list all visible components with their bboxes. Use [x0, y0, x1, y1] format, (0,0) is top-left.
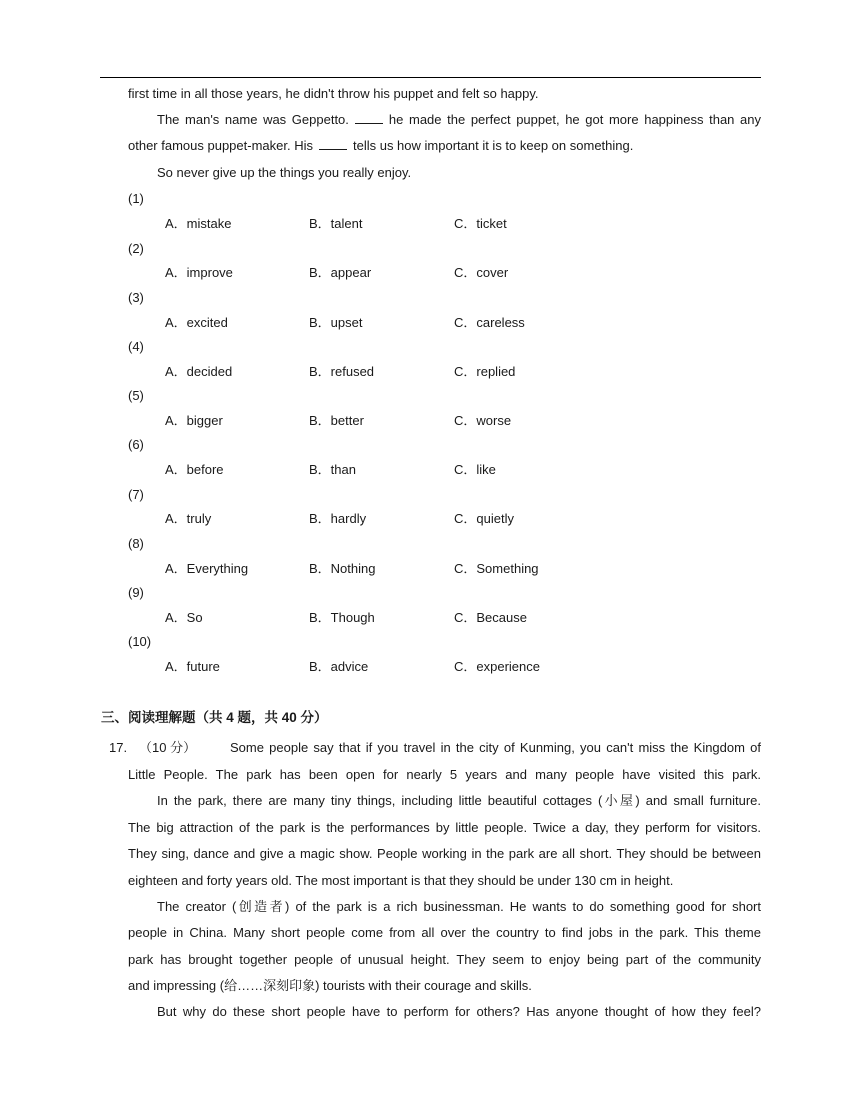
option-b[interactable]: B．upset	[309, 315, 363, 330]
option-b[interactable]: B．Nothing	[309, 561, 376, 576]
option-a[interactable]: A．future	[165, 659, 220, 674]
reading-line: The creator (创造者) of the park is a rich businessman. He wants to do something good for short	[157, 899, 761, 914]
option-c[interactable]: C．worse	[454, 413, 512, 428]
passage-line-2	[157, 112, 761, 128]
option-a[interactable]: A．mistake	[165, 216, 232, 231]
reading-line: Little People. The park has been open for nearly 5 years and many people have visited this park.	[128, 767, 761, 782]
reading-line: They sing, dance and give a magic show. People working in the park are all short. They should be between	[128, 846, 761, 861]
option-b[interactable]: B．talent	[309, 216, 363, 231]
option-b[interactable]: B．hardly	[309, 511, 367, 526]
option-c[interactable]: C．Something	[454, 561, 539, 576]
reading-line: park has brought together people of unusual height. They seem to enjoy being part of the community	[128, 952, 761, 967]
passage-text: other famous puppet-maker. His	[128, 138, 313, 153]
reading-line: people in China. Many short people come from all over the country to find jobs in the park. This theme	[128, 925, 761, 940]
reading-line: The big attraction of the park is the performances by little people. Twice a day, they perform for visitors.	[128, 820, 761, 835]
option-b[interactable]: B．better	[309, 413, 364, 428]
option-a[interactable]: A．before	[165, 462, 224, 477]
question-number: (6)	[128, 437, 144, 452]
passage-text: he made the perfect puppet, he got more happiness than any	[388, 112, 761, 127]
answer-blank[interactable]	[355, 112, 383, 124]
section-title: 三、阅读理解题（共 4 题，共 40 分）	[101, 710, 328, 725]
option-a[interactable]: A．decided	[165, 364, 233, 379]
question-number: (8)	[128, 536, 144, 551]
question-number: (9)	[128, 585, 144, 600]
answer-blank[interactable]	[319, 138, 347, 150]
passage-text: The man's name was Geppetto.	[157, 112, 349, 127]
option-c[interactable]: C．careless	[454, 315, 525, 330]
question-number: (1)	[128, 191, 144, 206]
reading-line: In the park, there are many tiny things, including little beautiful cottages (小屋) and small furniture.	[157, 793, 761, 808]
question-number: (3)	[128, 290, 144, 305]
header-rule	[100, 77, 761, 78]
reading-line: Some people say that if you travel in the city of Kunming, you can't miss the Kingdom of	[230, 740, 761, 755]
option-b[interactable]: B．refused	[309, 364, 375, 379]
option-c[interactable]: C．cover	[454, 265, 509, 280]
option-a[interactable]: A．bigger	[165, 413, 223, 428]
option-c[interactable]: C．quietly	[454, 511, 514, 526]
option-a[interactable]: A．So	[165, 610, 203, 625]
question-number: (4)	[128, 339, 144, 354]
reading-line: and impressing (给……深刻印象) tourists with their courage and skills.	[128, 978, 532, 993]
question-number: (2)	[128, 241, 144, 256]
question-number: (10)	[128, 634, 152, 649]
option-a[interactable]: A．truly	[165, 511, 212, 526]
question-number: (7)	[128, 487, 144, 502]
option-c[interactable]: C．ticket	[454, 216, 507, 231]
passage-text: tells us how important it is to keep on something.	[352, 138, 634, 153]
question-17-score: （10 分）	[139, 740, 197, 755]
reading-line: eighteen and forty years old. The most important is that they should be under 130 cm in height.	[128, 873, 674, 888]
option-b[interactable]: B．advice	[309, 659, 369, 674]
option-c[interactable]: C．replied	[454, 364, 516, 379]
passage-line-1: first time in all those years, he didn't throw his puppet and felt so happy.	[128, 86, 539, 101]
question-17-number: 17.	[109, 740, 128, 755]
option-a[interactable]: A．Everything	[165, 561, 249, 576]
option-b[interactable]: B．than	[309, 462, 356, 477]
option-a[interactable]: A．excited	[165, 315, 228, 330]
passage-line-3	[128, 138, 633, 154]
option-a[interactable]: A．improve	[165, 265, 233, 280]
question-number: (5)	[128, 388, 144, 403]
reading-line: But why do these short people have to perform for others? Has anyone thought of how they feel?	[157, 1004, 761, 1019]
option-b[interactable]: B．Though	[309, 610, 375, 625]
option-c[interactable]: C．like	[454, 462, 496, 477]
option-c[interactable]: C．Because	[454, 610, 527, 625]
passage-line-4: So never give up the things you really enjoy.	[157, 165, 412, 180]
option-b[interactable]: B．appear	[309, 265, 372, 280]
option-c[interactable]: C．experience	[454, 659, 540, 674]
